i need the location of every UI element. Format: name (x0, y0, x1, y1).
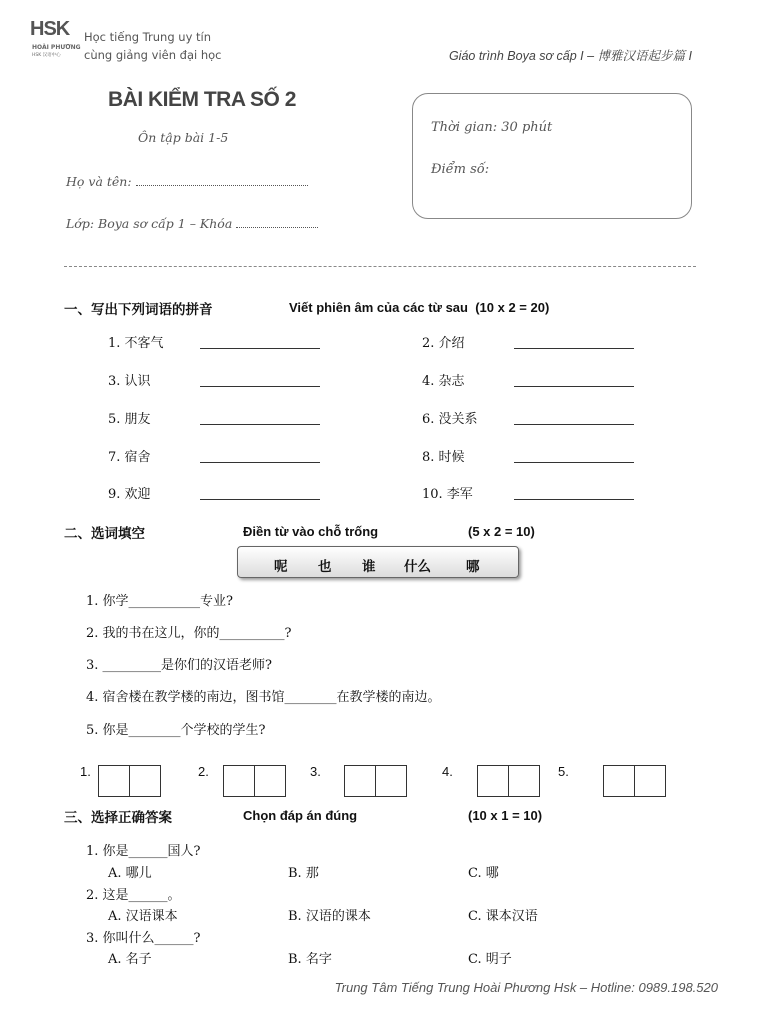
section3-points: (10 x 1 = 10) (468, 808, 543, 823)
fill-question: 3. _________是你们的汉语老师? (86, 658, 273, 673)
section3-heading: 三、选择正确答案 (64, 810, 172, 826)
answer-cell[interactable] (98, 765, 130, 797)
mc-option-b[interactable]: B. 那 (288, 866, 319, 881)
class-field[interactable] (66, 216, 318, 231)
answer-cell[interactable] (477, 765, 509, 797)
pinyin-item: 10. 李军 (422, 487, 473, 502)
pinyin-item: 7. 宿舍 (108, 450, 151, 465)
fill-question: 1. 你学___________专业? (86, 594, 234, 609)
logo-subtext-2: HSK 汉语中心 (32, 53, 61, 58)
pinyin-item: 3. 认识 (108, 374, 151, 389)
name-label: Họ và tên: (66, 174, 132, 189)
mc-question: 3. 你叫什么______? (86, 931, 201, 946)
tagline-line-1: Học tiếng Trung uy tín (84, 30, 212, 44)
pinyin-item: 9. 欢迎 (108, 487, 151, 502)
mc-option-c[interactable]: C. 明子 (468, 952, 512, 967)
page-subtitle: Ôn tập bài 1-5 (138, 130, 229, 145)
pinyin-item: 8. 时候 (422, 450, 465, 465)
name-line[interactable] (136, 185, 308, 186)
section1-heading: 一、写出下列词语的拼音 (64, 302, 213, 318)
word-bank-item: 什么 (404, 559, 431, 575)
answer-cell[interactable] (603, 765, 635, 797)
footer-text: Trung Tâm Tiếng Trung Hoài Phương Hsk – Hotline: 0989.198.520 (334, 980, 718, 995)
answer-label: 2. (198, 764, 209, 779)
pinyin-blank[interactable] (200, 347, 320, 349)
pinyin-item: 6. 没关系 (422, 412, 478, 427)
word-bank-item: 谁 (362, 559, 376, 575)
mc-option-a[interactable]: A. 汉语课本 (108, 909, 178, 924)
section1-instruction: Viết phiên âm của các từ sau (10 x 2 = 20) (289, 300, 550, 315)
word-bank-item: 也 (318, 559, 332, 575)
divider (64, 266, 696, 267)
mc-question: 2. 这是______。 (86, 888, 181, 903)
answer-cell[interactable] (375, 765, 407, 797)
pinyin-blank[interactable] (514, 347, 634, 349)
logo-text: HSK (30, 18, 70, 40)
section2-instruction: Điền từ vào chỗ trống (243, 524, 379, 539)
answer-label: 5. (558, 764, 569, 779)
word-bank-item: 哪 (466, 559, 480, 575)
answer-cell[interactable] (129, 765, 161, 797)
mc-option-a[interactable]: A. 哪儿 (108, 866, 152, 881)
mc-option-c[interactable]: C. 课本汉语 (468, 909, 538, 924)
answer-cell[interactable] (223, 765, 255, 797)
mc-option-b[interactable]: B. 名字 (288, 952, 332, 967)
class-line[interactable] (236, 227, 318, 228)
class-label: Lớp: Boya sơ cấp 1 – Khóa (66, 216, 233, 231)
tagline-line-2: cùng giảng viên đại học (84, 48, 222, 62)
course-name: Giáo trình Boya sơ cấp I – 博雅汉语起步篇 I (448, 49, 692, 63)
section2-points: (5 x 2 = 10) (468, 524, 535, 539)
answer-label: 1. (80, 764, 91, 779)
word-bank (237, 546, 519, 578)
fill-question: 2. 我的书在这儿，你的__________? (86, 626, 292, 641)
logo (30, 18, 81, 64)
mc-option-a[interactable]: A. 名子 (108, 952, 152, 967)
answer-cell[interactable] (254, 765, 286, 797)
pinyin-item: 4. 杂志 (422, 374, 465, 389)
pinyin-blank[interactable] (514, 385, 634, 387)
fill-question: 4. 宿舍楼在教学楼的南边，图书馆________在教学楼的南边。 (86, 690, 441, 705)
pinyin-blank[interactable] (514, 423, 634, 425)
pinyin-item: 5. 朋友 (108, 412, 151, 427)
pinyin-item: 1. 不客气 (108, 336, 164, 351)
section1-points: (10 x 2 = 20) (475, 300, 550, 315)
fill-question: 5. 你是________个学校的学生? (86, 723, 266, 738)
logo-subtext: HOÀI PHƯƠNG (32, 44, 81, 51)
section3-instruction: Chọn đáp án đúng (243, 808, 358, 823)
mc-question: 1. 你是______国人? (86, 844, 201, 859)
score-label: Điểm số: (431, 162, 490, 177)
answer-label: 4. (442, 764, 453, 779)
name-field[interactable] (66, 174, 308, 189)
pinyin-blank[interactable] (200, 498, 320, 500)
info-box (412, 93, 692, 219)
pinyin-item: 2. 介绍 (422, 336, 465, 351)
answer-label: 3. (310, 764, 321, 779)
pinyin-blank[interactable] (200, 461, 320, 463)
mc-option-c[interactable]: C. 哪 (468, 866, 499, 881)
pinyin-blank[interactable] (514, 498, 634, 500)
word-bank-item: 呢 (274, 559, 288, 575)
time-label: Thời gian: 30 phút (431, 120, 553, 135)
pinyin-blank[interactable] (200, 385, 320, 387)
mc-option-b[interactable]: B. 汉语的课本 (288, 909, 371, 924)
pinyin-blank[interactable] (200, 423, 320, 425)
pinyin-blank[interactable] (514, 461, 634, 463)
answer-cell[interactable] (634, 765, 666, 797)
section2-heading: 二、选词填空 (64, 526, 145, 542)
answer-cell[interactable] (344, 765, 376, 797)
answer-cell[interactable] (508, 765, 540, 797)
page-title: BÀI KIỂM TRA SỐ 2 (108, 88, 296, 111)
